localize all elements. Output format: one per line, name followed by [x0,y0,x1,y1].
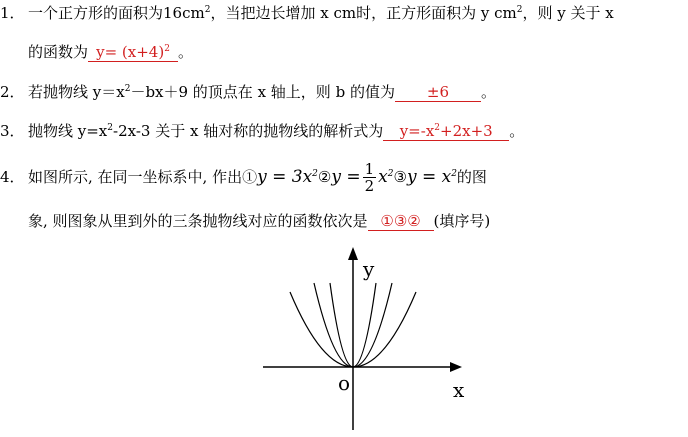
circled-number: ① [242,168,258,186]
formula-text: y = x [406,167,452,187]
question-text: 一个正方形的面积为16cm [28,4,205,22]
superscript: 2 [164,44,170,54]
question-text: 的函数为 [28,43,89,61]
question-number: 4． [0,168,25,186]
punctuation: 。 [480,83,496,101]
circled-number: ③ [393,168,407,186]
superscript: 2 [516,5,523,15]
y-axis-arrow [348,247,358,260]
question-number: 1． [0,4,25,22]
superscript: 2 [124,84,131,94]
x-axis-arrow [450,362,462,372]
superscript: 2 [387,169,394,179]
x-axis-label: x [453,378,465,402]
superscript: 2 [434,123,441,133]
formula-text: x [378,167,388,187]
origin-label: o [338,371,351,395]
question-text: 抛物线 y=x [28,122,108,140]
superscript: 2 [451,169,457,179]
y-axis-label: y [363,257,375,281]
numerator: 1 [364,160,375,178]
answer-text: ±6 [426,83,450,101]
question-text: 的图 [456,168,487,186]
question-number: 2． [0,83,25,101]
formula-text: y = [331,167,361,187]
superscript: 2 [107,123,114,133]
question-text: 象, 则图象从里到外的三条抛物线对应的函数依次是 [28,212,368,230]
question-text: -2x-3 关于 x 轴对称的抛物线的解析式为 [113,122,384,140]
question-text: ，当把边长增加 x cm时，正方形面积为 y cm [210,4,517,22]
denominator: 2 [364,177,375,195]
question-text: ，则 y 关于 x [522,4,614,22]
superscript: 2 [312,169,318,179]
question-text: －bx＋9 的顶点在 x 轴上，则 b 的值为 [130,83,395,101]
answer-text: y=-x [399,122,435,140]
punctuation: 。 [509,122,525,140]
formula-text: y = 3x [257,167,313,187]
answer-text: y= (x+4) [96,43,165,61]
answer-text: +2x+3 [440,122,493,140]
question-number: 3． [0,122,25,140]
question-text: 如图所示, 在同一坐标系中, 作出 [28,168,243,186]
circled-number: ② [317,168,332,186]
question-text: (填序号) [433,212,491,230]
question-text: 若抛物线 y＝x [28,83,125,101]
superscript: 2 [204,5,211,15]
answer-text: ①③② [380,212,421,230]
punctuation: 。 [178,43,194,61]
